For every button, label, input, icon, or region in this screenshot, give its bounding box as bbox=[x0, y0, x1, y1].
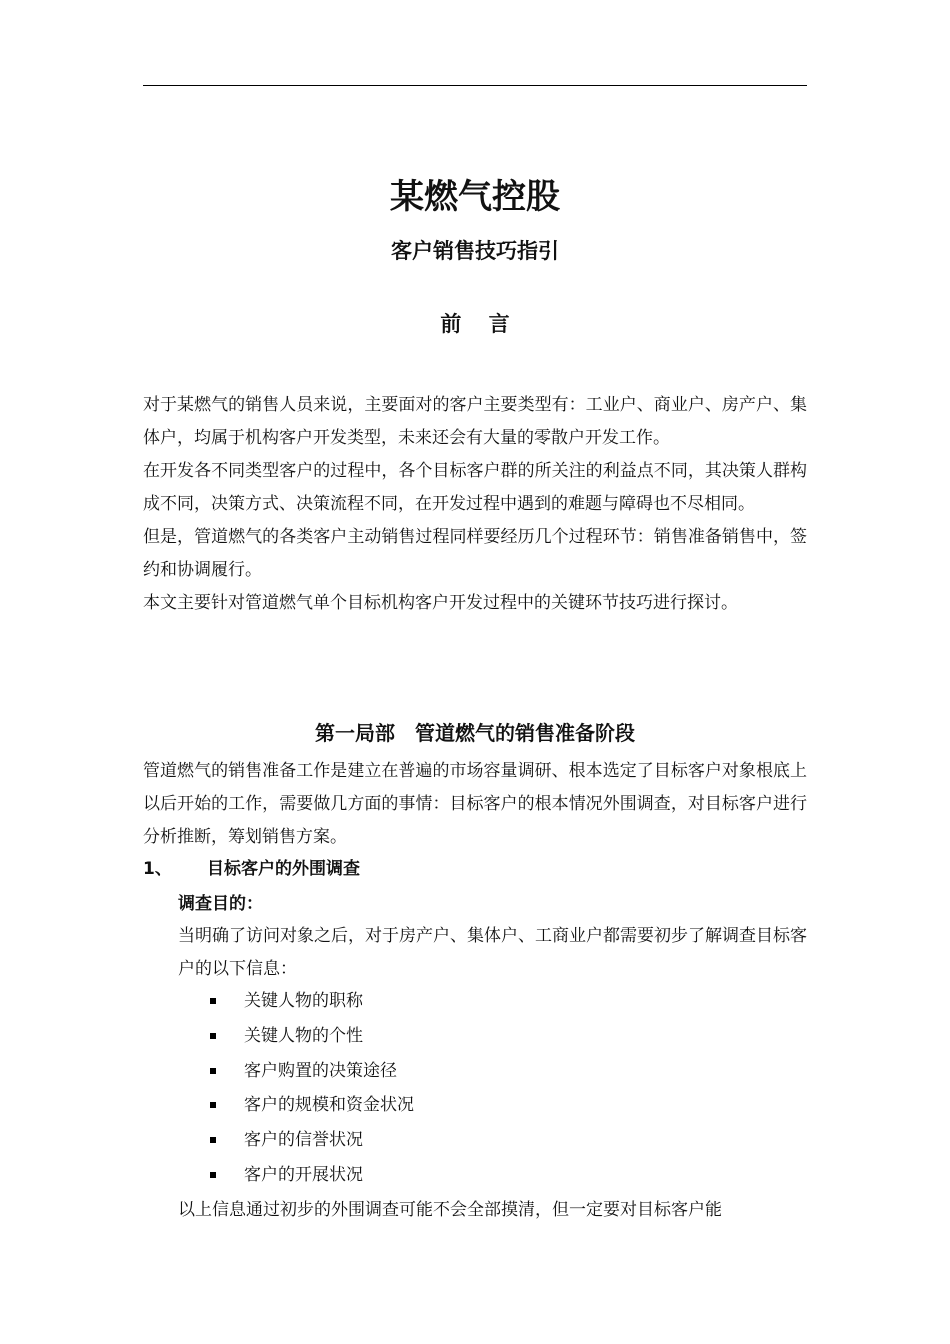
bullet-item bbox=[210, 1088, 414, 1123]
info-bullet-list bbox=[210, 984, 414, 1193]
square-bullet-icon bbox=[210, 1033, 216, 1039]
closing-paragraph: 以上信息通过初步的外围调查可能不会全部摸清，但一定要对目标客户能 bbox=[178, 1200, 722, 1220]
closing-text-block bbox=[178, 1194, 807, 1227]
preface-paragraph: 对于某燃气的销售人员来说，主要面对的客户主要类型有：工业户、商业户、房产户、集体户，均属于机构客户开发类型，未来还会有大量的零散户开发工作。 bbox=[143, 395, 807, 448]
bullet-text: 客户的规模和资金状况 bbox=[244, 1095, 414, 1116]
bullet-item bbox=[210, 1123, 414, 1158]
preface-heading: 前 言 bbox=[440, 312, 520, 336]
bullet-text: 关键人物的个性 bbox=[244, 1025, 363, 1046]
document-title: 某燃气控股 bbox=[390, 177, 560, 217]
preface-body bbox=[143, 389, 807, 620]
heading-text: 目标客户的外围调查 bbox=[207, 859, 360, 879]
square-bullet-icon bbox=[210, 1068, 216, 1074]
section-intro-paragraph: 管道燃气的销售准备工作是建立在普遍的市场容量调研、根本选定了目标客户对象根底上以后开始的工作，需要做几方面的事情：目标客户的根本情况外围调查，对目标客户进行分析推断，筹划销售方案。 bbox=[143, 761, 807, 847]
bullet-item bbox=[210, 1019, 414, 1054]
document-subtitle: 客户销售技巧指引 bbox=[391, 239, 559, 263]
square-bullet-icon bbox=[210, 998, 216, 1004]
preface-paragraph: 但是，管道燃气的各类客户主动销售过程同样要经历几个过程环节：销售准备销售中，签约和协调履行。 bbox=[143, 527, 807, 580]
square-bullet-icon bbox=[210, 1102, 216, 1108]
bullet-text: 关键人物的职称 bbox=[244, 991, 363, 1011]
bullet-item bbox=[210, 1054, 414, 1089]
section-intro bbox=[143, 755, 807, 854]
purpose-paragraph: 当明确了访问对象之后，对于房产户、集体户、工商业户都需要初步了解调查目标客户的以下信息： bbox=[178, 926, 807, 979]
preface-paragraph: 在开发各不同类型客户的过程中，各个目标客户群的所关注的利益点不同，其决策人群构成不同，决策方式、决策流程不同，在开发过程中遇到的难题与障碍也不尽相同。 bbox=[143, 461, 807, 514]
preface-paragraph: 本文主要针对管道燃气单个目标机构客户开发过程中的关键环节技巧进行探讨。 bbox=[143, 593, 738, 613]
bullet-item bbox=[210, 984, 414, 1019]
bullet-text: 客户购置的决策途径 bbox=[244, 1060, 397, 1081]
square-bullet-icon bbox=[210, 1137, 216, 1143]
bullet-text: 客户的信誉状况 bbox=[244, 1130, 363, 1151]
purpose-label: 调查目的： bbox=[178, 894, 263, 914]
numbered-heading bbox=[143, 853, 360, 885]
bullet-text: 客户的开展状况 bbox=[244, 1164, 363, 1185]
heading-number: 1、 bbox=[143, 859, 172, 879]
bullet-item bbox=[210, 1158, 414, 1193]
square-bullet-icon bbox=[210, 1172, 216, 1178]
purpose-text-block bbox=[178, 920, 807, 986]
section-heading: 第一局部 管道燃气的销售准备阶段 bbox=[315, 721, 635, 745]
header-rule bbox=[143, 85, 807, 86]
